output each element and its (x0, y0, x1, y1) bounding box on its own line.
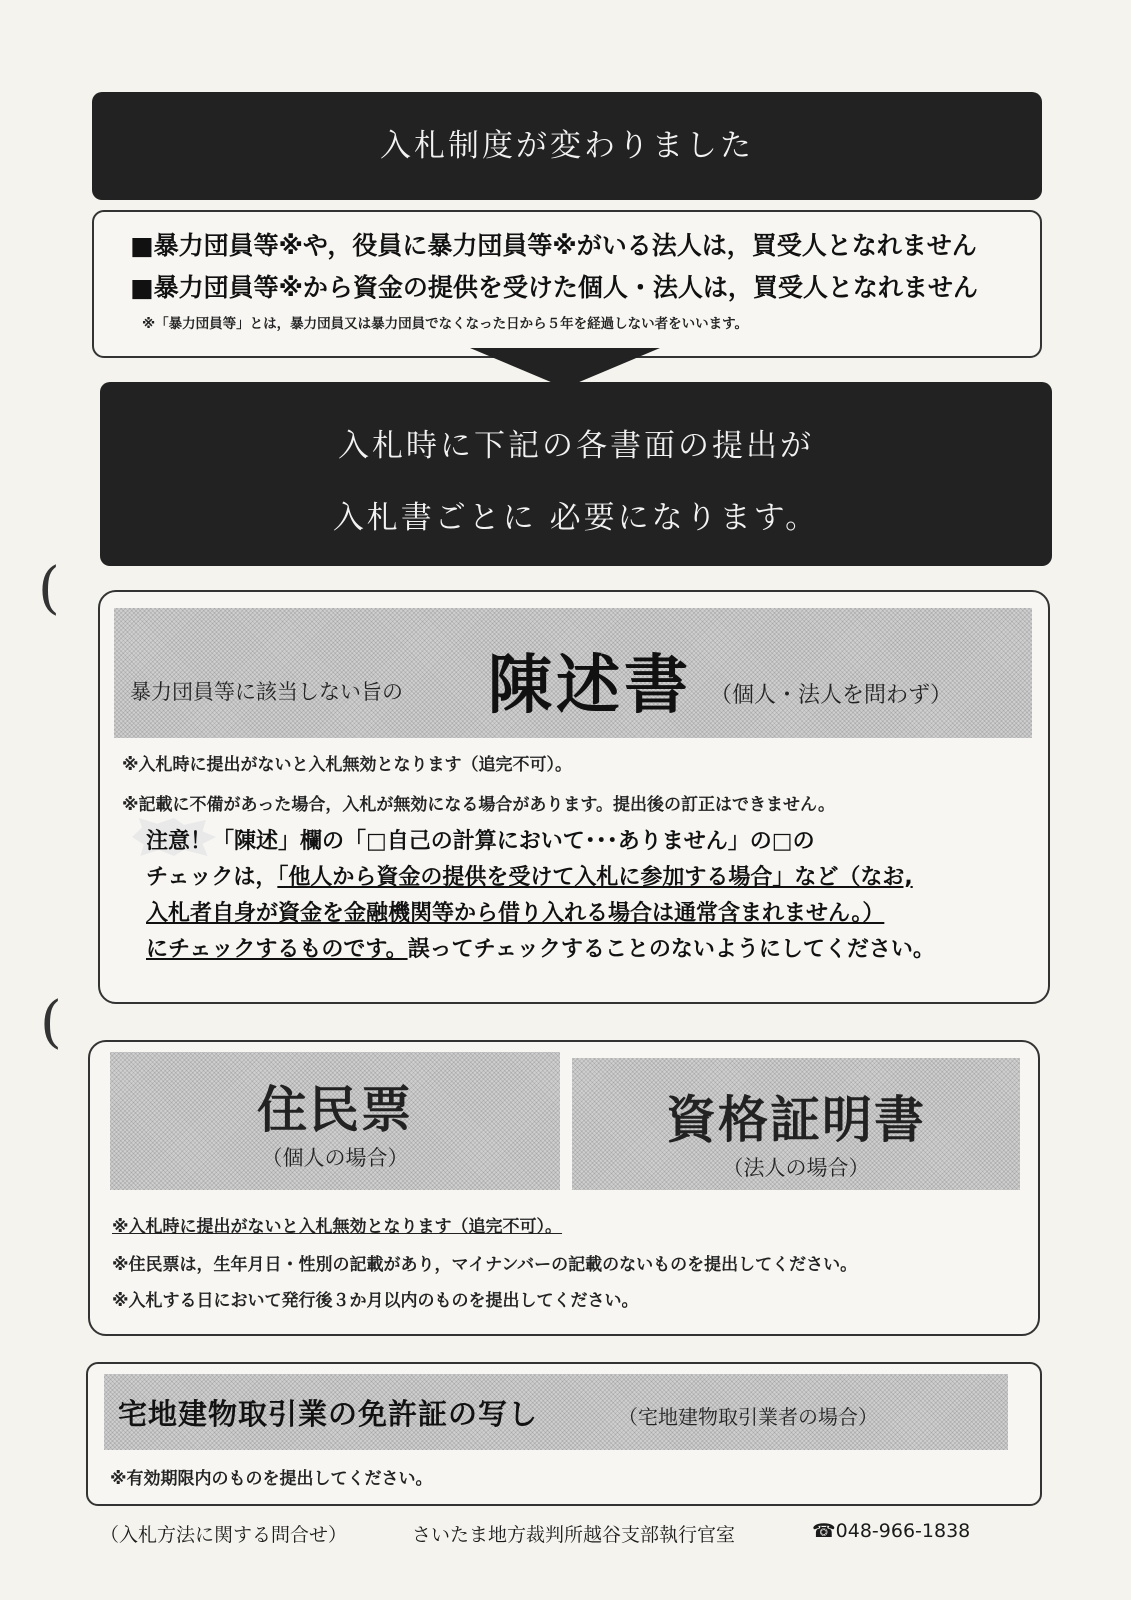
statement-title: 陳述書 (488, 649, 692, 723)
qualification-panel (572, 1058, 1020, 1190)
footer-office: さいたま地方裁判所越谷支部執行官室 (412, 1524, 736, 1546)
requirement-banner (100, 382, 1052, 566)
resident-card-title: 住民票 (257, 1081, 413, 1139)
header-title: 入札制度が変わりました (380, 128, 754, 164)
caution-label: 注意！ (146, 829, 213, 854)
license-header (104, 1374, 1008, 1450)
caution-text-2b: 「他人から資金の提供を受けて入札に参加する場合」など（なお, (277, 865, 913, 890)
qualification-title: 資格証明書 (666, 1091, 926, 1149)
statement-prefix: 暴力団員等に該当しない旨の (130, 680, 403, 704)
statement-section (98, 590, 1050, 1004)
certificate-note-1: ※入札時に提出がないと入札無効となります（追完不可）。 (112, 1217, 563, 1237)
caution-line-1 (146, 824, 815, 855)
caution-text-4b: 誤ってチェックすることのないようにしてください。 (407, 937, 935, 962)
caution-text-2a: チェックは， (146, 865, 278, 890)
statement-header (114, 608, 1032, 738)
warning-line-2: ■暴力団員等※から資金の提供を受けた個人・法人は，買受人となれません (130, 273, 978, 302)
footer-phone: ☎048-966-1838 (812, 1520, 971, 1542)
caution-text-4a: にチェックするものです。 (146, 937, 408, 962)
warning-box (92, 210, 1042, 358)
caution-line-2 (146, 860, 913, 891)
punch-mark-icon: ( (40, 990, 62, 1055)
certificate-note-2: ※住民票は，生年月日・性別の記載があり，マイナンバーの記載のないものを提出してください。 (112, 1255, 858, 1275)
license-note: ※有効期限内のものを提出してください。 (110, 1469, 433, 1489)
qualification-sub: （法人の場合） (722, 1156, 870, 1180)
warning-line-1: ■暴力団員等※や，役員に暴力団員等※がいる法人は，買受人となれません (130, 231, 977, 260)
caution-text-1: 「陳述」欄の「□自己の計算において･･･ありません」の□の (212, 829, 815, 854)
license-title: 宅地建物取引業の免許証の写し (118, 1397, 539, 1431)
license-suffix: （宅地建物取引業者の場合） (618, 1405, 878, 1429)
requirement-line-1: 入札時に下記の各書面の提出が (338, 428, 814, 464)
license-section (86, 1362, 1042, 1506)
header-banner (92, 92, 1042, 200)
resident-card-sub: （個人の場合） (261, 1146, 409, 1170)
warning-footnote: ※「暴力団員等」とは，暴力団員又は暴力団員でなくなった日から５年を経過しない者をいいます。 (142, 316, 749, 332)
certificate-section (88, 1040, 1040, 1336)
statement-note-1: ※入札時に提出がないと入札無効となります（追完不可）。 (122, 755, 573, 775)
certificate-note-3: ※入札する日において発行後３か月以内のものを提出してください。 (112, 1291, 639, 1311)
punch-mark-icon: ( (38, 556, 60, 621)
resident-card-panel (110, 1052, 560, 1190)
caution-line-4 (146, 932, 935, 963)
requirement-line-2: 入札書ごとに 必要になります。 (332, 500, 820, 536)
statement-note-2: ※記載に不備があった場合，入札が無効になる場合があります。提出後の訂正はできません。 (122, 795, 836, 815)
footer-contact-label: （入札方法に関する問合せ） (100, 1524, 348, 1546)
caution-line-3: 入札者自身が資金を金融機関等から借り入れる場合は通常含まれません。） (146, 901, 885, 926)
statement-suffix: （個人・法人を問わず） (710, 683, 953, 708)
